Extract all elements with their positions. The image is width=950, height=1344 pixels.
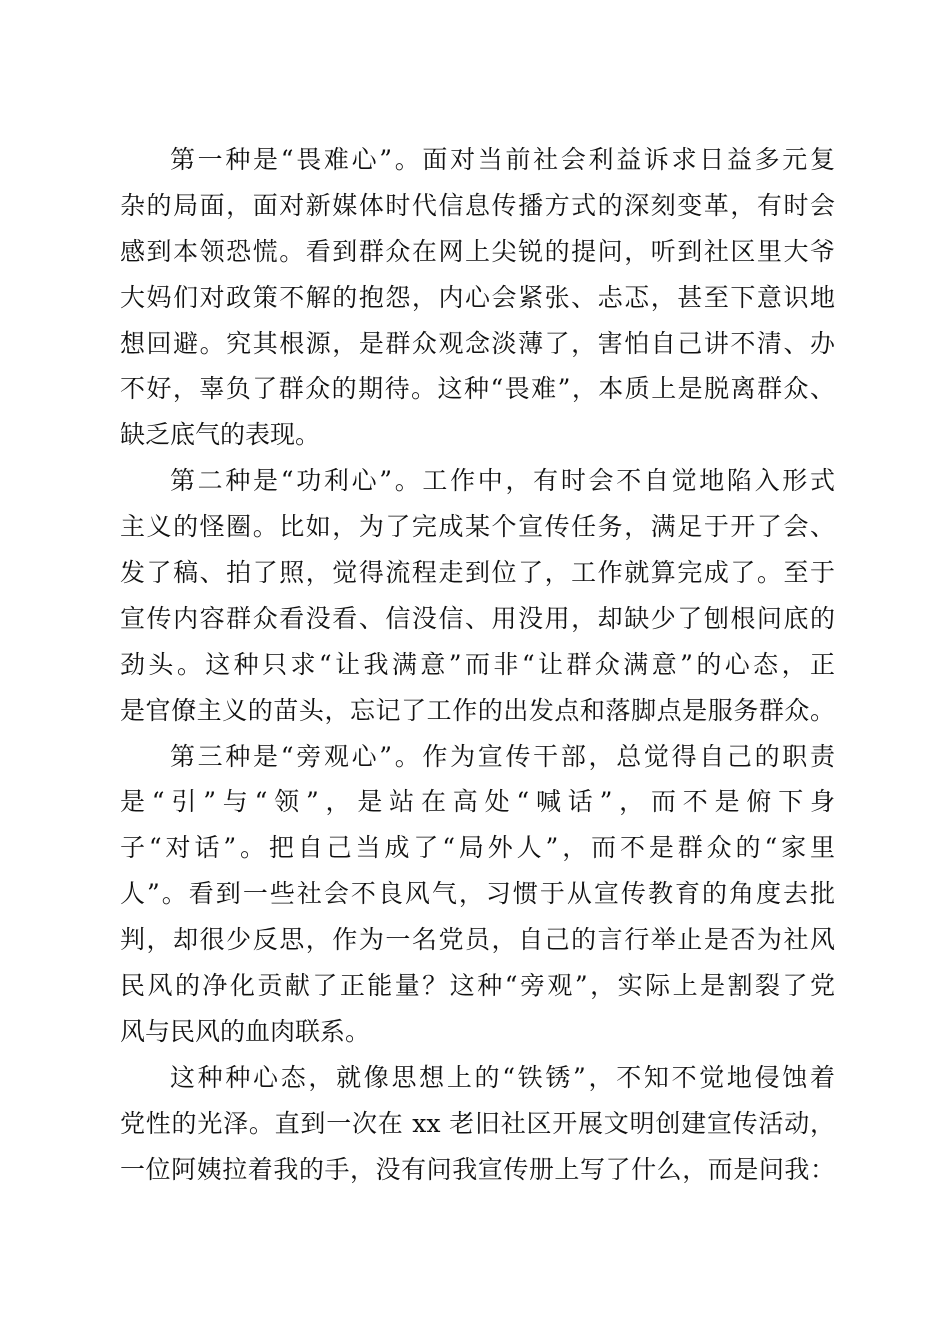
paragraph-line: 杂的局面，面对新媒体时代信息传播方式的深刻变革，有时会: [120, 190, 835, 220]
paragraph-line: 感到本领恐慌。看到群众在网上尖锐的提问，听到社区里大爷: [120, 236, 835, 266]
paragraph-line: 人”。看到一些社会不良风气，习惯于从宣传教育的角度去批: [120, 879, 835, 909]
paragraph-line: 子“对话”。把自己当成了“局外人”，而不是群众的“家里: [120, 833, 835, 863]
paragraph-1: [120, 137, 835, 458]
paragraph-line: 是官僚主义的苗头，忘记了工作的出发点和落脚点是服务群众。: [120, 695, 835, 725]
paragraph-line: 想回避。究其根源，是群众观念淡薄了，害怕自己讲不清、办: [120, 328, 835, 358]
paragraph-line: 主义的怪圈。比如，为了完成某个宣传任务，满足于开了会、: [120, 512, 835, 542]
paragraph-line: 是“引”与“领”，是站在高处“喊话”，而不是俯下身: [120, 787, 835, 817]
paragraph-line: 第三种是“旁观心”。作为宣传干部，总觉得自己的职责: [170, 741, 835, 771]
paragraph-line: 判，却很少反思，作为一名党员，自己的言行举止是否为社风: [120, 925, 835, 955]
paragraph-line: 党性的光泽。直到一次在 xx 老旧社区开展文明创建宣传活动，: [120, 1108, 835, 1138]
paragraph-line: 不好，辜负了群众的期待。这种“畏难”，本质上是脱离群众、: [120, 374, 835, 404]
paragraph-line: 大妈们对政策不解的抱怨，内心会紧张、忐忑，甚至下意识地: [120, 282, 835, 312]
paragraph-line: 民风的净化贡献了正能量？这种“旁观”，实际上是割裂了党: [120, 971, 835, 1001]
paragraph-line: 发了稿、拍了照，觉得流程走到位了，工作就算完成了。至于: [120, 558, 835, 588]
paragraph-line: 第二种是“功利心”。工作中，有时会不自觉地陷入形式: [170, 466, 835, 496]
document-body: [120, 137, 835, 1192]
paragraph-line: 一位阿姨拉着我的手，没有问我宣传册上写了什么，而是问我：: [120, 1154, 835, 1184]
paragraph-line: 宣传内容群众看没看、信没信、用没用，却缺少了刨根问底的: [120, 603, 835, 633]
paragraph-2: [120, 458, 835, 733]
paragraph-line: 风与民风的血肉联系。: [120, 1016, 371, 1046]
paragraph-4: [120, 1055, 835, 1193]
paragraph-line: 劲头。这种只求“让我满意”而非“让群众满意”的心态，正: [120, 649, 835, 679]
paragraph-3: [120, 734, 835, 1055]
paragraph-line: 这种种心态，就像思想上的“铁锈”，不知不觉地侵蚀着: [170, 1062, 835, 1092]
paragraph-line: 第一种是“畏难心”。面对当前社会利益诉求日益多元复: [170, 145, 835, 174]
paragraph-line: 缺乏底气的表现。: [120, 420, 321, 450]
